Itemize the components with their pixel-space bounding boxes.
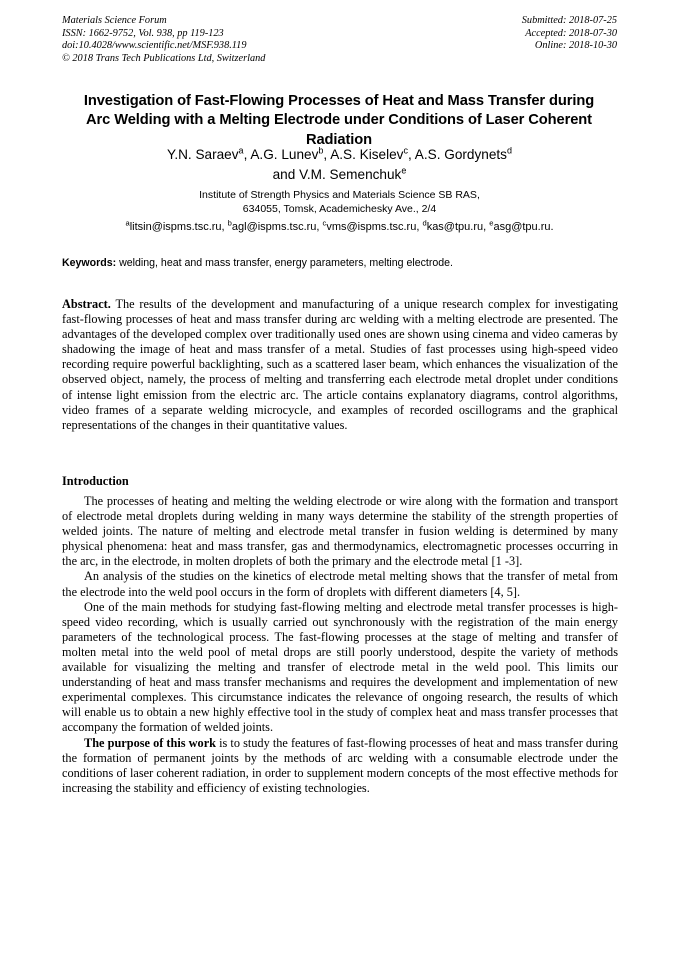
journal-metadata (62, 15, 265, 65)
accepted-date: Accepted: 2018-07-30 (525, 27, 617, 39)
keywords (62, 256, 618, 270)
paragraph-lead: The purpose of this work (84, 735, 216, 750)
journal-name: Materials Science Forum (62, 15, 167, 26)
abstract-label: Abstract. (62, 297, 111, 311)
running-header (62, 15, 617, 65)
abstract (62, 297, 618, 433)
paragraph (62, 600, 618, 736)
author-line-1: Y.N. Saraev$^a$, A.G. Lunev$^b$, A.S. Kiselev$^c$, A.S. Gordynets$^d$ (167, 145, 512, 162)
paragraph (62, 569, 618, 599)
section-heading-introduction: Introduction (62, 474, 129, 488)
affiliation-address: 634055, Tomsk, Academichesky Ave., 2/4 (242, 203, 437, 216)
issn-volume-pages: ISSN: 1662-9752, Vol. 938, pp 119-123 (62, 27, 224, 39)
author-line-2: and V.M. Semenchuk$^e$ (272, 164, 407, 182)
abstract-text: The results of the development and manufacturing of a unique research complex for investigating fast-flowing processes of heat and mass transfer during arc welding with a melting electrode are presented. The advantages of the developed complex over traditionally used ones are shown using cinema and video cameras by shadowing the image of heat and mass transfer of a metal. Studies of fast processes using high-speed video recording require powerful backlighting, such as a scattered laser beam, which enhances the visualization of the observed object, namely, the process of melting and transferring each electrode metal droplet under conditions of intense light emission from the electric arc. The article contains explanatory diagrams, control algorithms, video frames of a separate welding microcycle, and examples of recorded oscillograms and the graphical representations of the changes in their quantitative values. (62, 297, 618, 432)
paragraph (62, 736, 618, 796)
keywords-label: Keywords: (62, 257, 117, 269)
author-emails: $^a$litsin@ispms.tsc.ru, $^b$agl@ispms.tsc.ru, $^c$vms@ispms.tsc.ru, $^d$kas@tpu.ru, $^e$asg@tpu.ru. (125, 218, 554, 233)
paragraph-text: An analysis of the studies on the kinetics of electrode metal melting shows that the transfer of metal from the electrode into the weld pool occurs in the form of droplets with different diameters [4, 5]. (62, 569, 618, 599)
affiliation-institute: Institute of Strength Physics and Materials Science SB RAS, (199, 189, 480, 201)
doi: doi:10.4028/www.scientific.net/MSF.938.119 (62, 40, 247, 52)
paragraph (62, 494, 618, 569)
submission-dates (522, 15, 617, 53)
copyright: © 2018 Trans Tech Publications Ltd, Switzerland (62, 52, 266, 64)
paragraph-text: The processes of heating and melting the welding electrode or wire along with the formation and transport of electrode metal droplets during welding in many ways determine the stability of the strength properties of welded joints. The nature of melting and electrode metal transfer in fusion welding is determined by many physical phenomena: heat and mass transfer, gas and thermodynamics, electromagnetic processes occurring in the arc, in the electrode, in molten droplets of both the primary and the electrode metal [1 -3]. (62, 494, 618, 569)
affiliation (62, 188, 617, 217)
paper-title: Investigation of Fast-Flowing Processes of Heat and Mass Transfer during Arc Welding with a Melting Electrode under Conditions of Laser Coherent Radiation (83, 92, 595, 148)
submitted-date: Submitted: 2018-07-25 (521, 15, 617, 26)
keywords-text: welding, heat and mass transfer, energy parameters, melting electrode. (116, 257, 453, 269)
author-list (62, 145, 617, 184)
introduction-body (62, 494, 618, 796)
paragraph-text: is to study the features of fast-flowing processes of heat and mass transfer during the formation of permanent joints by the methods of arc welding with a consumable electrode under the conditions of laser coherent radiation, in order to supplement modern concepts of the most effective methods for increasing the stability and efficiency of existing technologies. (62, 735, 619, 795)
online-date: Online: 2018-10-30 (534, 40, 617, 52)
paragraph-text: One of the main methods for studying fast-flowing melting and electrode metal transfer processes is high-speed video recording, which is usually carried out synchronously with the registration of the main energy parameters of the technological process. The fast-flowing processes at the stage of melting and transfer of molten metal into the weld pool of metal drops are still poorly understood, despite the variety of methods available for visualizing the melting and transfer of electrode metal in the weld pool. This limits our understanding of heat and mass transfer mechanisms and requires the development and implementation of new experimental complexes. This circumstance indicates the relevance of ongoing research, the results of which will enable us to obtain a new highly effective tool in the study of complex heat and mass transfer processes that accompany the formation of welded joints. (62, 599, 618, 735)
